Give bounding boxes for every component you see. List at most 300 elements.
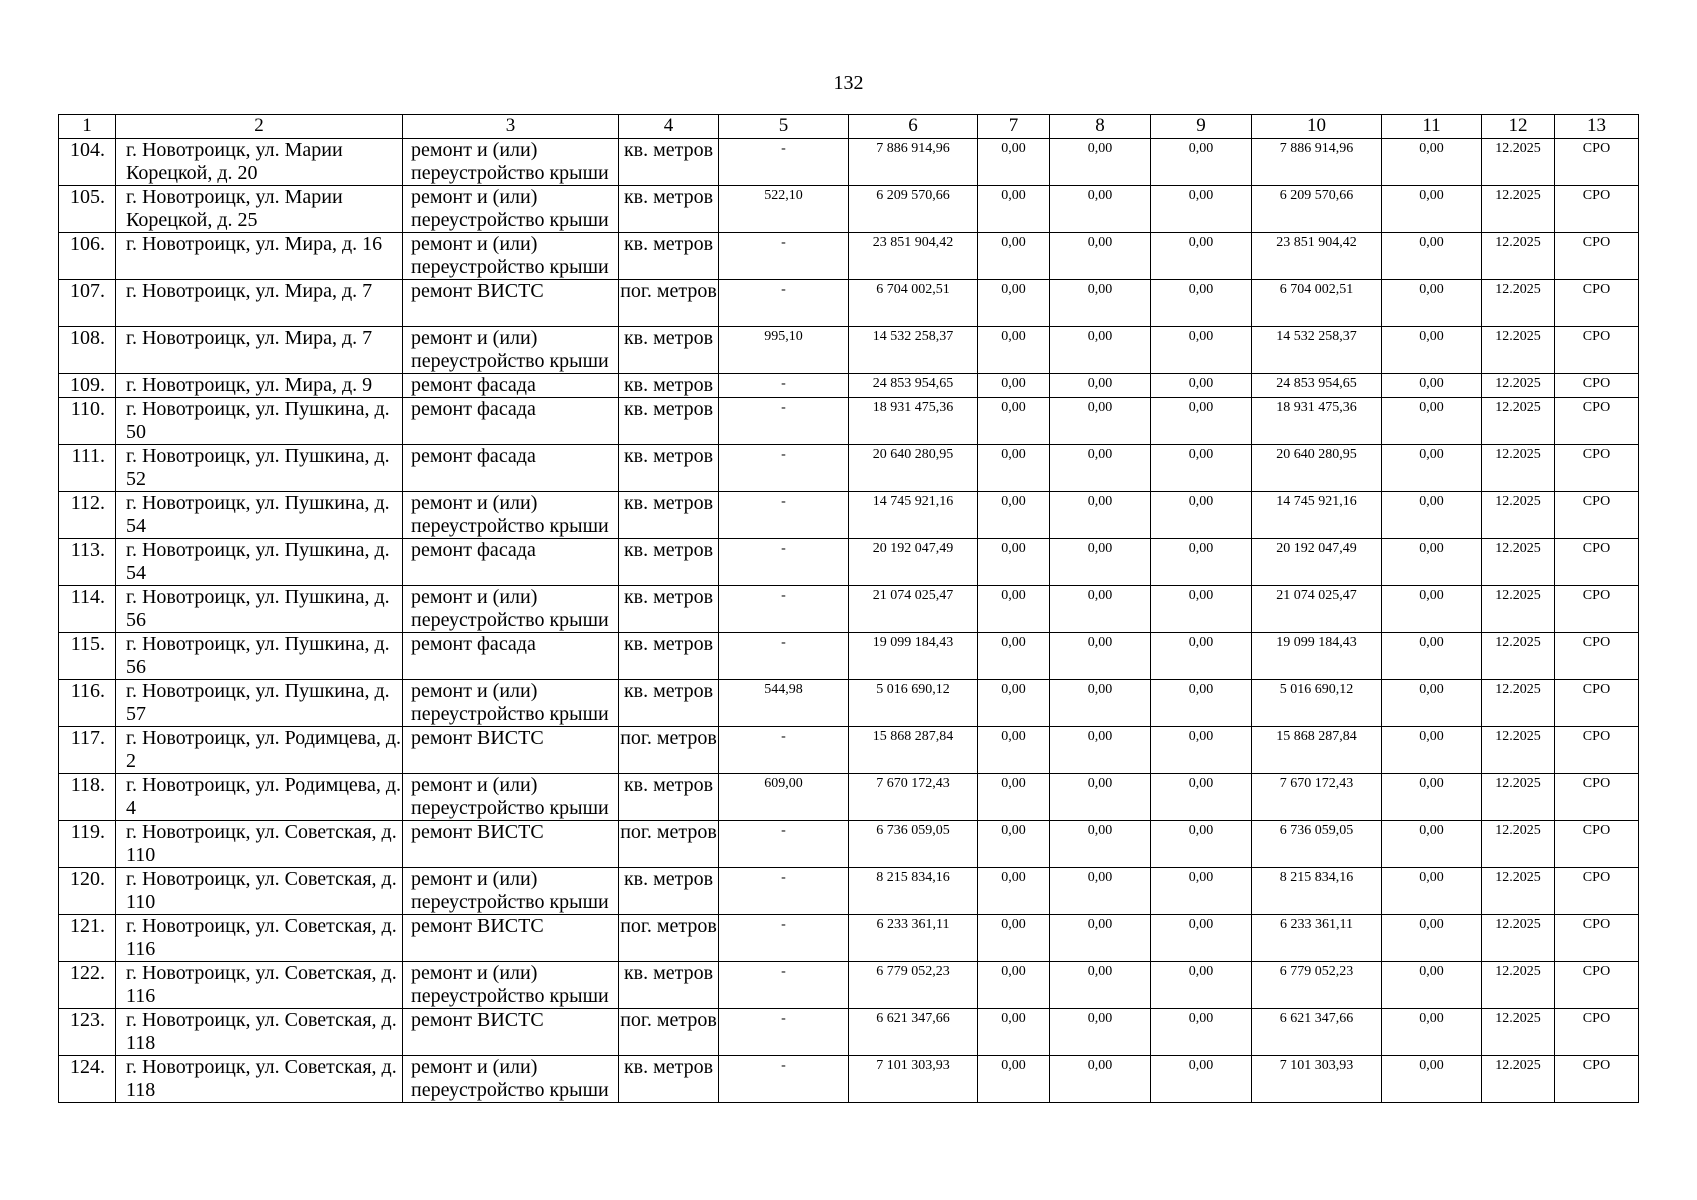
contractor-cell: СРО [1555, 398, 1639, 445]
unit-cell: кв. метров [619, 374, 719, 398]
total-cost-cell: 6 779 052,23 [849, 962, 978, 1009]
col8-cell: 0,00 [1050, 868, 1151, 915]
work-type-cell: ремонт фасада [403, 633, 619, 680]
col10-cell: 23 851 904,42 [1252, 233, 1382, 280]
col8-cell: 0,00 [1050, 327, 1151, 374]
area-cell: - [719, 492, 849, 539]
total-cost-cell: 24 853 954,65 [849, 374, 978, 398]
row-number-cell: 113. [59, 539, 116, 586]
area-cell: - [719, 280, 849, 327]
total-cost-cell: 6 736 059,05 [849, 821, 978, 868]
total-cost-cell: 20 640 280,95 [849, 445, 978, 492]
total-cost-cell: 18 931 475,36 [849, 398, 978, 445]
work-type-cell: ремонт и (или) переустройство крыши [403, 1056, 619, 1103]
col7-cell: 0,00 [978, 374, 1050, 398]
unit-cell: кв. метров [619, 586, 719, 633]
area-cell: - [719, 915, 849, 962]
unit-cell: пог. метров [619, 727, 719, 774]
contractor-cell: СРО [1555, 821, 1639, 868]
col7-cell: 0,00 [978, 1056, 1050, 1103]
unit-cell: кв. метров [619, 139, 719, 186]
work-type-cell: ремонт и (или) переустройство крыши [403, 774, 619, 821]
unit-cell: кв. метров [619, 186, 719, 233]
table-row [59, 539, 1639, 586]
total-cost-cell: 5 016 690,12 [849, 680, 978, 727]
col7-cell: 0,00 [978, 539, 1050, 586]
col10-cell: 18 931 475,36 [1252, 398, 1382, 445]
table-row [59, 139, 1639, 186]
work-type-cell: ремонт и (или) переустройство крыши [403, 139, 619, 186]
area-cell: - [719, 445, 849, 492]
unit-cell: кв. метров [619, 327, 719, 374]
row-number-cell: 119. [59, 821, 116, 868]
area-cell: - [719, 1056, 849, 1103]
total-cost-cell: 6 233 361,11 [849, 915, 978, 962]
col11-cell: 0,00 [1382, 586, 1482, 633]
contractor-cell: СРО [1555, 374, 1639, 398]
col10-cell: 5 016 690,12 [1252, 680, 1382, 727]
work-type-cell: ремонт и (или) переустройство крыши [403, 492, 619, 539]
area-cell: - [719, 586, 849, 633]
col8-cell: 0,00 [1050, 586, 1151, 633]
row-number-cell: 110. [59, 398, 116, 445]
col9-cell: 0,00 [1151, 374, 1252, 398]
completion-date-cell: 12.2025 [1482, 492, 1555, 539]
col8-cell: 0,00 [1050, 915, 1151, 962]
contractor-cell: СРО [1555, 868, 1639, 915]
address-cell: г. Новотроицк, ул. Родимцева, д. 2 [116, 727, 403, 774]
col7-cell: 0,00 [978, 727, 1050, 774]
col7-cell: 0,00 [978, 962, 1050, 1009]
col10-cell: 7 886 914,96 [1252, 139, 1382, 186]
col10-cell: 7 670 172,43 [1252, 774, 1382, 821]
col7-cell: 0,00 [978, 186, 1050, 233]
table-row [59, 398, 1639, 445]
contractor-cell: СРО [1555, 1009, 1639, 1056]
completion-date-cell: 12.2025 [1482, 727, 1555, 774]
work-type-cell: ремонт ВИСТС [403, 280, 619, 327]
table-row [59, 186, 1639, 233]
table-row [59, 915, 1639, 962]
col11-cell: 0,00 [1382, 139, 1482, 186]
address-cell: г. Новотроицк, ул. Мира, д. 7 [116, 327, 403, 374]
work-type-cell: ремонт ВИСТС [403, 821, 619, 868]
col7-cell: 0,00 [978, 868, 1050, 915]
col8-cell: 0,00 [1050, 280, 1151, 327]
col10-cell: 15 868 287,84 [1252, 727, 1382, 774]
col10-cell: 20 640 280,95 [1252, 445, 1382, 492]
area-cell: - [719, 868, 849, 915]
col9-cell: 0,00 [1151, 1009, 1252, 1056]
col11-cell: 0,00 [1382, 445, 1482, 492]
completion-date-cell: 12.2025 [1482, 774, 1555, 821]
col7-cell: 0,00 [978, 586, 1050, 633]
col9-cell: 0,00 [1151, 539, 1252, 586]
col10-cell: 19 099 184,43 [1252, 633, 1382, 680]
work-type-cell: ремонт ВИСТС [403, 727, 619, 774]
col11-cell: 0,00 [1382, 962, 1482, 1009]
col9-cell: 0,00 [1151, 445, 1252, 492]
contractor-cell: СРО [1555, 139, 1639, 186]
row-number-cell: 118. [59, 774, 116, 821]
contractor-cell: СРО [1555, 586, 1639, 633]
unit-cell: кв. метров [619, 633, 719, 680]
column-header: 11 [1382, 115, 1482, 139]
col10-cell: 24 853 954,65 [1252, 374, 1382, 398]
area-cell: - [719, 1009, 849, 1056]
col9-cell: 0,00 [1151, 186, 1252, 233]
completion-date-cell: 12.2025 [1482, 586, 1555, 633]
column-header: 4 [619, 115, 719, 139]
unit-cell: кв. метров [619, 445, 719, 492]
col7-cell: 0,00 [978, 233, 1050, 280]
table-row [59, 821, 1639, 868]
completion-date-cell: 12.2025 [1482, 962, 1555, 1009]
col11-cell: 0,00 [1382, 539, 1482, 586]
row-number-cell: 112. [59, 492, 116, 539]
table-row [59, 586, 1639, 633]
col10-cell: 14 532 258,37 [1252, 327, 1382, 374]
col8-cell: 0,00 [1050, 445, 1151, 492]
area-cell: - [719, 727, 849, 774]
unit-cell: кв. метров [619, 398, 719, 445]
completion-date-cell: 12.2025 [1482, 821, 1555, 868]
work-type-cell: ремонт и (или) переустройство крыши [403, 868, 619, 915]
col11-cell: 0,00 [1382, 398, 1482, 445]
address-cell: г. Новотроицк, ул. Советская, д. 116 [116, 962, 403, 1009]
contractor-cell: СРО [1555, 492, 1639, 539]
unit-cell: пог. метров [619, 280, 719, 327]
col7-cell: 0,00 [978, 821, 1050, 868]
contractor-cell: СРО [1555, 915, 1639, 962]
column-header: 6 [849, 115, 978, 139]
col7-cell: 0,00 [978, 139, 1050, 186]
total-cost-cell: 6 704 002,51 [849, 280, 978, 327]
area-cell: 995,10 [719, 327, 849, 374]
table-row [59, 280, 1639, 327]
total-cost-cell: 7 670 172,43 [849, 774, 978, 821]
unit-cell: кв. метров [619, 1056, 719, 1103]
col8-cell: 0,00 [1050, 539, 1151, 586]
work-type-cell: ремонт ВИСТС [403, 1009, 619, 1056]
total-cost-cell: 8 215 834,16 [849, 868, 978, 915]
col8-cell: 0,00 [1050, 374, 1151, 398]
col9-cell: 0,00 [1151, 962, 1252, 1009]
contractor-cell: СРО [1555, 774, 1639, 821]
work-type-cell: ремонт фасада [403, 539, 619, 586]
col7-cell: 0,00 [978, 492, 1050, 539]
work-type-cell: ремонт ВИСТС [403, 915, 619, 962]
area-cell: - [719, 139, 849, 186]
col8-cell: 0,00 [1050, 398, 1151, 445]
col11-cell: 0,00 [1382, 915, 1482, 962]
col9-cell: 0,00 [1151, 586, 1252, 633]
contractor-cell: СРО [1555, 233, 1639, 280]
col10-cell: 8 215 834,16 [1252, 868, 1382, 915]
col7-cell: 0,00 [978, 1009, 1050, 1056]
col11-cell: 0,00 [1382, 821, 1482, 868]
completion-date-cell: 12.2025 [1482, 680, 1555, 727]
unit-cell: пог. метров [619, 915, 719, 962]
area-cell: - [719, 398, 849, 445]
col11-cell: 0,00 [1382, 1056, 1482, 1103]
col9-cell: 0,00 [1151, 915, 1252, 962]
column-header: 2 [116, 115, 403, 139]
total-cost-cell: 19 099 184,43 [849, 633, 978, 680]
contractor-cell: СРО [1555, 1056, 1639, 1103]
completion-date-cell: 12.2025 [1482, 633, 1555, 680]
row-number-cell: 121. [59, 915, 116, 962]
col11-cell: 0,00 [1382, 327, 1482, 374]
col11-cell: 0,00 [1382, 680, 1482, 727]
total-cost-cell: 14 532 258,37 [849, 327, 978, 374]
contractor-cell: СРО [1555, 680, 1639, 727]
work-type-cell: ремонт и (или) переустройство крыши [403, 680, 619, 727]
col9-cell: 0,00 [1151, 233, 1252, 280]
col9-cell: 0,00 [1151, 868, 1252, 915]
work-type-cell: ремонт и (или) переустройство крыши [403, 586, 619, 633]
unit-cell: кв. метров [619, 492, 719, 539]
col9-cell: 0,00 [1151, 727, 1252, 774]
contractor-cell: СРО [1555, 633, 1639, 680]
col9-cell: 0,00 [1151, 633, 1252, 680]
col7-cell: 0,00 [978, 280, 1050, 327]
address-cell: г. Новотроицк, ул. Советская, д. 118 [116, 1009, 403, 1056]
table-row [59, 327, 1639, 374]
row-number-cell: 123. [59, 1009, 116, 1056]
completion-date-cell: 12.2025 [1482, 186, 1555, 233]
row-number-cell: 122. [59, 962, 116, 1009]
col8-cell: 0,00 [1050, 727, 1151, 774]
contractor-cell: СРО [1555, 445, 1639, 492]
col7-cell: 0,00 [978, 327, 1050, 374]
work-type-cell: ремонт фасада [403, 398, 619, 445]
col11-cell: 0,00 [1382, 1009, 1482, 1056]
address-cell: г. Новотроицк, ул. Марии Корецкой, д. 20 [116, 139, 403, 186]
col9-cell: 0,00 [1151, 139, 1252, 186]
unit-cell: пог. метров [619, 821, 719, 868]
row-number-cell: 108. [59, 327, 116, 374]
area-cell: - [719, 962, 849, 1009]
completion-date-cell: 12.2025 [1482, 280, 1555, 327]
address-cell: г. Новотроицк, ул. Советская, д. 116 [116, 915, 403, 962]
col7-cell: 0,00 [978, 398, 1050, 445]
area-cell: - [719, 821, 849, 868]
address-cell: г. Новотроицк, ул. Пушкина, д. 57 [116, 680, 403, 727]
col9-cell: 0,00 [1151, 398, 1252, 445]
unit-cell: кв. метров [619, 962, 719, 1009]
col11-cell: 0,00 [1382, 633, 1482, 680]
col8-cell: 0,00 [1050, 680, 1151, 727]
column-header: 7 [978, 115, 1050, 139]
area-cell: 522,10 [719, 186, 849, 233]
address-cell: г. Новотроицк, ул. Пушкина, д. 52 [116, 445, 403, 492]
col11-cell: 0,00 [1382, 280, 1482, 327]
completion-date-cell: 12.2025 [1482, 139, 1555, 186]
work-type-cell: ремонт и (или) переустройство крыши [403, 327, 619, 374]
completion-date-cell: 12.2025 [1482, 539, 1555, 586]
table-header-row [59, 115, 1639, 139]
col10-cell: 14 745 921,16 [1252, 492, 1382, 539]
col9-cell: 0,00 [1151, 492, 1252, 539]
column-header: 8 [1050, 115, 1151, 139]
row-number-cell: 117. [59, 727, 116, 774]
total-cost-cell: 20 192 047,49 [849, 539, 978, 586]
area-cell: 544,98 [719, 680, 849, 727]
column-header: 5 [719, 115, 849, 139]
address-cell: г. Новотроицк, ул. Пушкина, д. 50 [116, 398, 403, 445]
total-cost-cell: 14 745 921,16 [849, 492, 978, 539]
column-header: 13 [1555, 115, 1639, 139]
col7-cell: 0,00 [978, 633, 1050, 680]
unit-cell: кв. метров [619, 233, 719, 280]
col10-cell: 7 101 303,93 [1252, 1056, 1382, 1103]
col11-cell: 0,00 [1382, 774, 1482, 821]
col10-cell: 6 233 361,11 [1252, 915, 1382, 962]
row-number-cell: 104. [59, 139, 116, 186]
completion-date-cell: 12.2025 [1482, 868, 1555, 915]
table-row [59, 1009, 1639, 1056]
table-row [59, 962, 1639, 1009]
work-type-cell: ремонт и (или) переустройство крыши [403, 962, 619, 1009]
completion-date-cell: 12.2025 [1482, 1009, 1555, 1056]
address-cell: г. Новотроицк, ул. Советская, д. 110 [116, 821, 403, 868]
col8-cell: 0,00 [1050, 233, 1151, 280]
col10-cell: 21 074 025,47 [1252, 586, 1382, 633]
col9-cell: 0,00 [1151, 1056, 1252, 1103]
column-header: 10 [1252, 115, 1382, 139]
row-number-cell: 106. [59, 233, 116, 280]
col10-cell: 6 704 002,51 [1252, 280, 1382, 327]
total-cost-cell: 6 621 347,66 [849, 1009, 978, 1056]
col9-cell: 0,00 [1151, 327, 1252, 374]
row-number-cell: 109. [59, 374, 116, 398]
col11-cell: 0,00 [1382, 727, 1482, 774]
area-cell: - [719, 374, 849, 398]
contractor-cell: СРО [1555, 539, 1639, 586]
address-cell: г. Новотроицк, ул. Советская, д. 118 [116, 1056, 403, 1103]
col11-cell: 0,00 [1382, 233, 1482, 280]
total-cost-cell: 15 868 287,84 [849, 727, 978, 774]
address-cell: г. Новотроицк, ул. Мира, д. 16 [116, 233, 403, 280]
col9-cell: 0,00 [1151, 680, 1252, 727]
contractor-cell: СРО [1555, 280, 1639, 327]
table-row [59, 774, 1639, 821]
address-cell: г. Новотроицк, ул. Советская, д. 110 [116, 868, 403, 915]
col11-cell: 0,00 [1382, 868, 1482, 915]
col8-cell: 0,00 [1050, 1009, 1151, 1056]
completion-date-cell: 12.2025 [1482, 233, 1555, 280]
col8-cell: 0,00 [1050, 633, 1151, 680]
total-cost-cell: 7 101 303,93 [849, 1056, 978, 1103]
data-table [58, 114, 1639, 1103]
total-cost-cell: 21 074 025,47 [849, 586, 978, 633]
col8-cell: 0,00 [1050, 186, 1151, 233]
completion-date-cell: 12.2025 [1482, 445, 1555, 492]
column-header: 3 [403, 115, 619, 139]
col9-cell: 0,00 [1151, 280, 1252, 327]
address-cell: г. Новотроицк, ул. Пушкина, д. 54 [116, 492, 403, 539]
col7-cell: 0,00 [978, 774, 1050, 821]
col10-cell: 20 192 047,49 [1252, 539, 1382, 586]
col10-cell: 6 736 059,05 [1252, 821, 1382, 868]
completion-date-cell: 12.2025 [1482, 915, 1555, 962]
address-cell: г. Новотроицк, ул. Пушкина, д. 56 [116, 586, 403, 633]
table-row [59, 233, 1639, 280]
address-cell: г. Новотроицк, ул. Мира, д. 7 [116, 280, 403, 327]
col7-cell: 0,00 [978, 680, 1050, 727]
table-row [59, 1056, 1639, 1103]
unit-cell: кв. метров [619, 539, 719, 586]
work-type-cell: ремонт и (или) переустройство крыши [403, 186, 619, 233]
col8-cell: 0,00 [1050, 774, 1151, 821]
contractor-cell: СРО [1555, 962, 1639, 1009]
col8-cell: 0,00 [1050, 821, 1151, 868]
work-type-cell: ремонт фасада [403, 374, 619, 398]
col8-cell: 0,00 [1050, 139, 1151, 186]
row-number-cell: 115. [59, 633, 116, 680]
col11-cell: 0,00 [1382, 374, 1482, 398]
row-number-cell: 124. [59, 1056, 116, 1103]
area-cell: - [719, 233, 849, 280]
area-cell: - [719, 633, 849, 680]
row-number-cell: 105. [59, 186, 116, 233]
col7-cell: 0,00 [978, 915, 1050, 962]
unit-cell: кв. метров [619, 774, 719, 821]
row-number-cell: 116. [59, 680, 116, 727]
col11-cell: 0,00 [1382, 492, 1482, 539]
col10-cell: 6 621 347,66 [1252, 1009, 1382, 1056]
area-cell: 609,00 [719, 774, 849, 821]
col8-cell: 0,00 [1050, 962, 1151, 1009]
unit-cell: кв. метров [619, 680, 719, 727]
col9-cell: 0,00 [1151, 774, 1252, 821]
work-type-cell: ремонт и (или) переустройство крыши [403, 233, 619, 280]
address-cell: г. Новотроицк, ул. Родимцева, д. 4 [116, 774, 403, 821]
contractor-cell: СРО [1555, 327, 1639, 374]
contractor-cell: СРО [1555, 186, 1639, 233]
col9-cell: 0,00 [1151, 821, 1252, 868]
table-row [59, 868, 1639, 915]
total-cost-cell: 6 209 570,66 [849, 186, 978, 233]
col10-cell: 6 209 570,66 [1252, 186, 1382, 233]
unit-cell: пог. метров [619, 1009, 719, 1056]
table-row [59, 492, 1639, 539]
address-cell: г. Новотроицк, ул. Мира, д. 9 [116, 374, 403, 398]
table-row [59, 680, 1639, 727]
column-header: 9 [1151, 115, 1252, 139]
total-cost-cell: 23 851 904,42 [849, 233, 978, 280]
page-number: 132 [833, 72, 864, 94]
contractor-cell: СРО [1555, 727, 1639, 774]
unit-cell: кв. метров [619, 868, 719, 915]
row-number-cell: 114. [59, 586, 116, 633]
table-row [59, 727, 1639, 774]
column-header: 1 [59, 115, 116, 139]
row-number-cell: 111. [59, 445, 116, 492]
completion-date-cell: 12.2025 [1482, 398, 1555, 445]
col7-cell: 0,00 [978, 445, 1050, 492]
work-type-cell: ремонт фасада [403, 445, 619, 492]
column-header: 12 [1482, 115, 1555, 139]
address-cell: г. Новотроицк, ул. Марии Корецкой, д. 25 [116, 186, 403, 233]
row-number-cell: 120. [59, 868, 116, 915]
area-cell: - [719, 539, 849, 586]
completion-date-cell: 12.2025 [1482, 1056, 1555, 1103]
table-row [59, 633, 1639, 680]
table-row [59, 374, 1639, 398]
table-row [59, 445, 1639, 492]
